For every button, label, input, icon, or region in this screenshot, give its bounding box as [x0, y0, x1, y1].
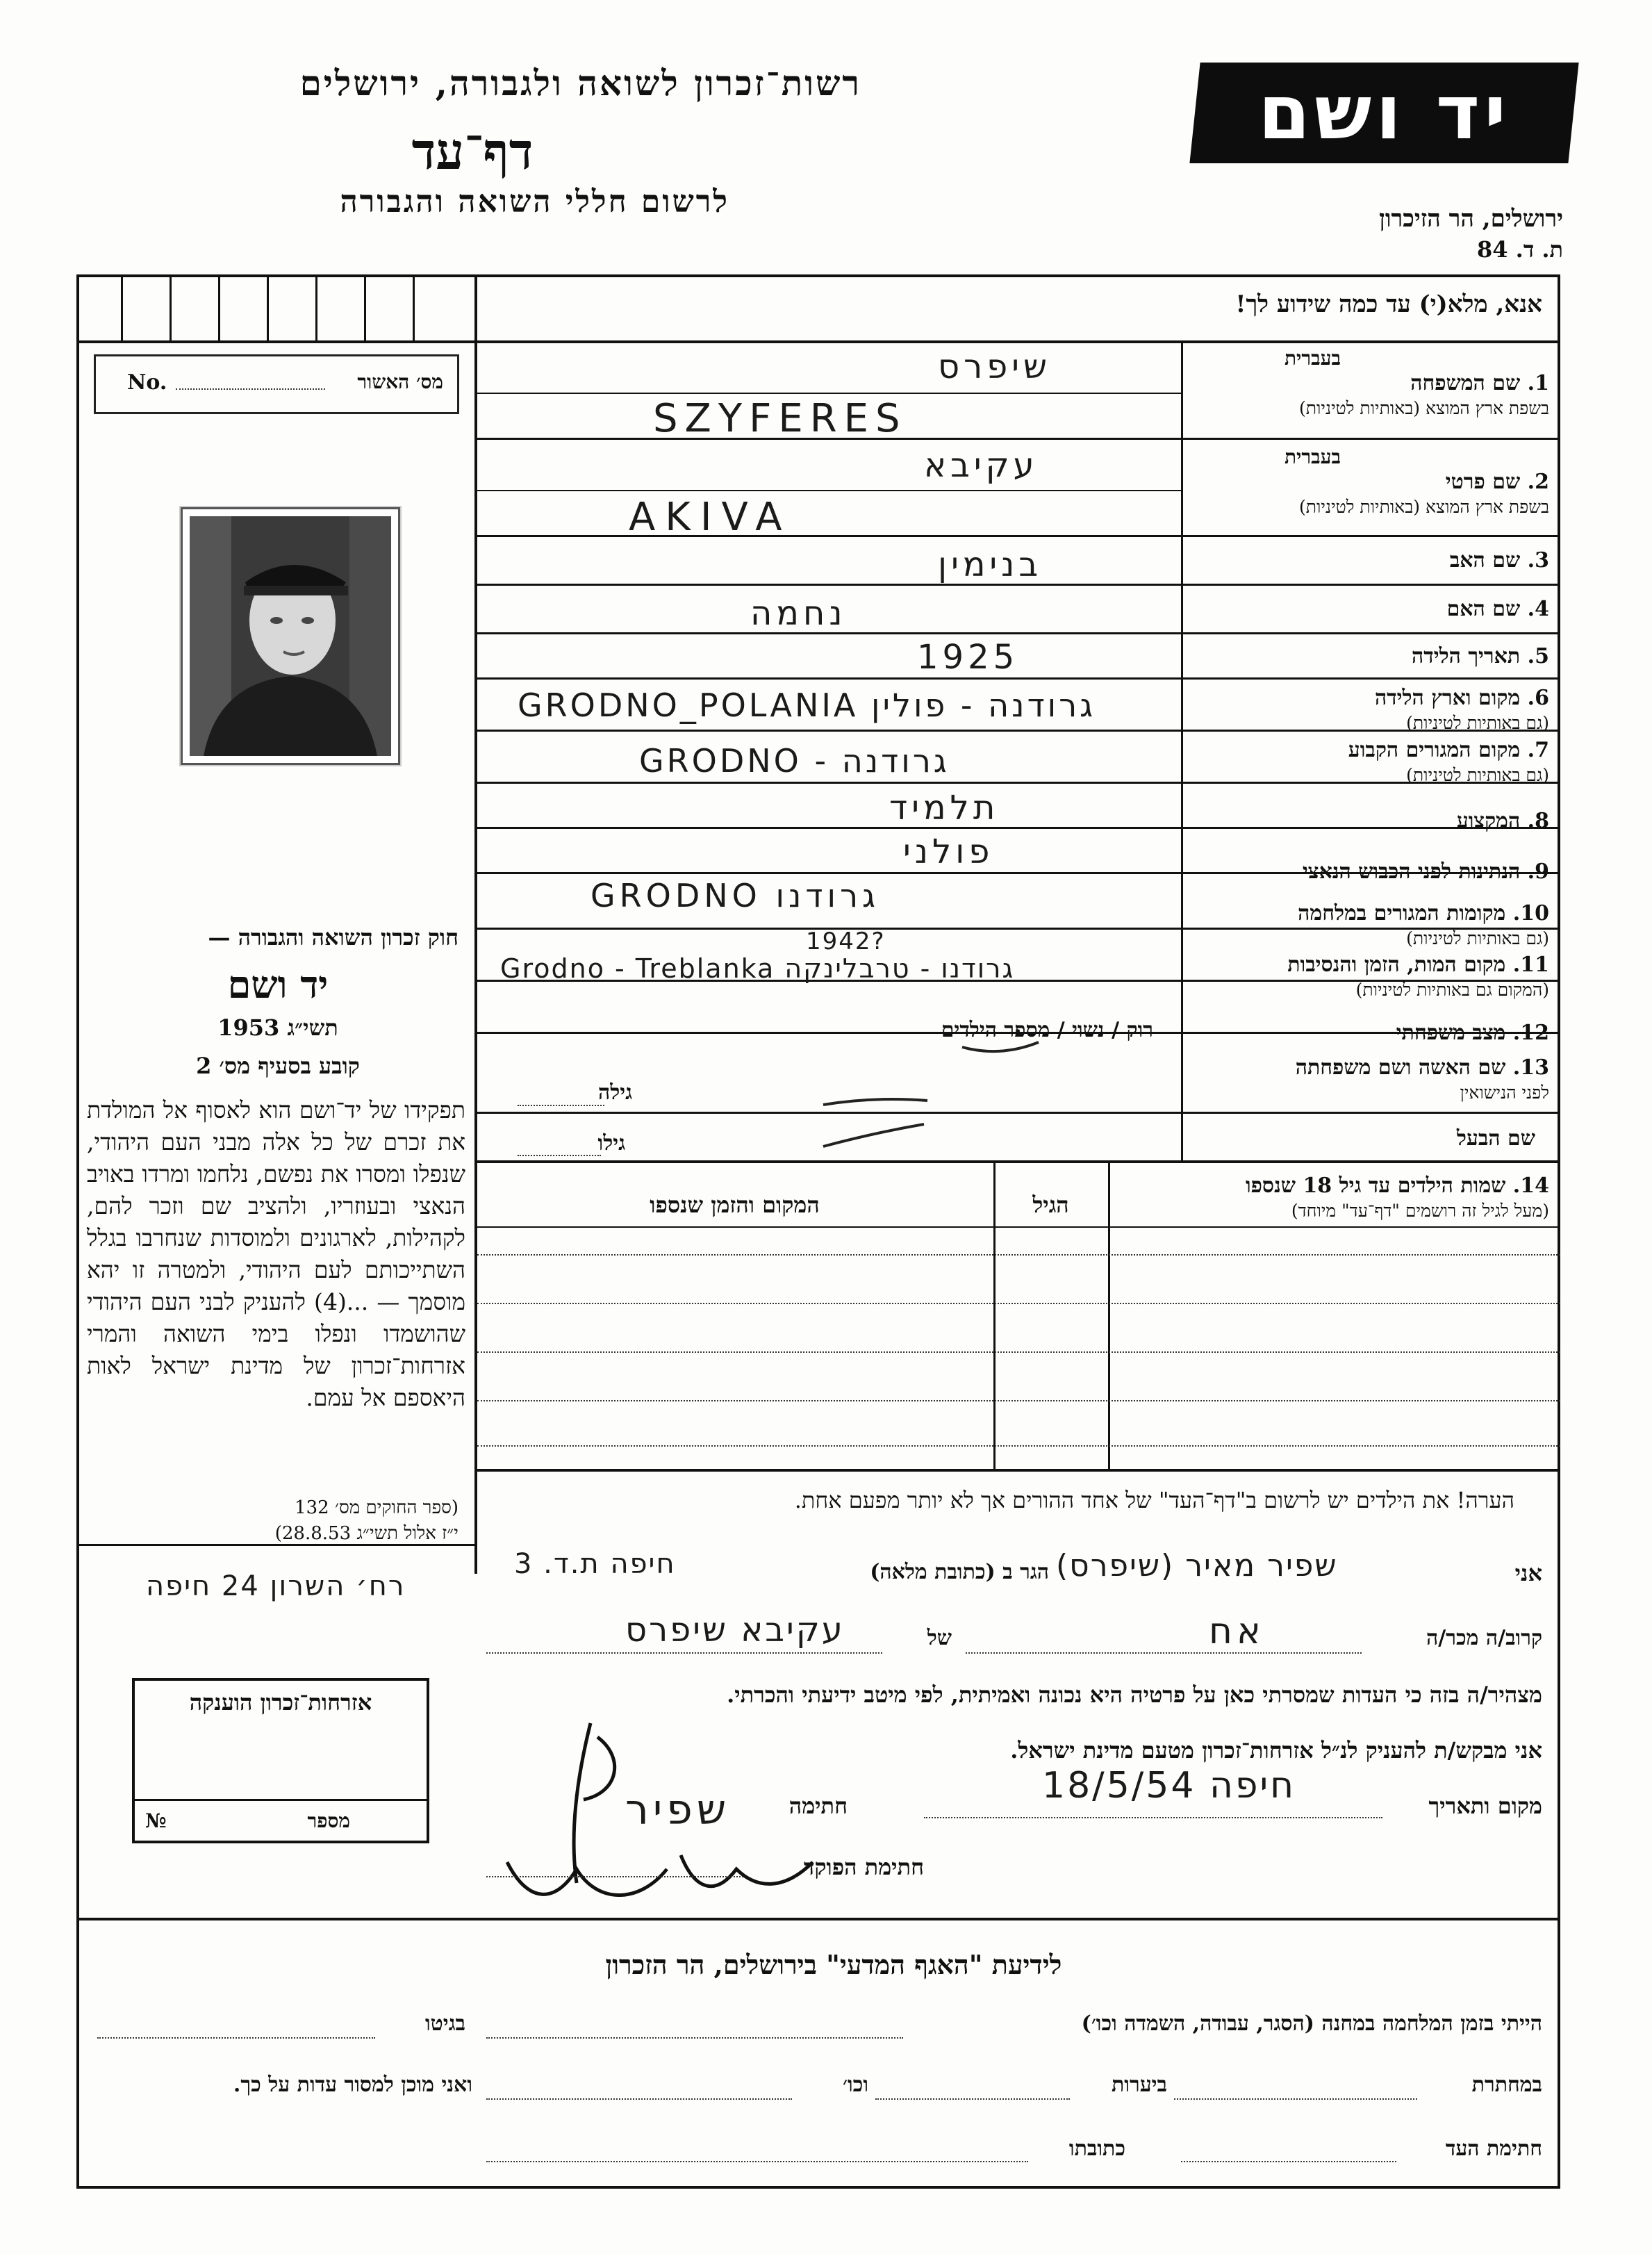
field-husband-label: שם הבעל	[1456, 1126, 1535, 1151]
approval-box	[94, 354, 459, 414]
field-8-label: 8. המקצוע	[1456, 809, 1549, 833]
citizenship-box	[132, 1678, 429, 1843]
signature-scribble	[486, 1695, 848, 1918]
law-text: תפקידו של יד־ושם הוא לאסוף אל המולדת את זכרם של כל אלה מבני העם היהודי, שנפלו ומסרו את נפשם, נלחמו ומרדו באויב הנאצי ובעוזריו, ולהציב שם וזכר להם, לקהילות, לארגונים ולמוסדות שנחרבו בגלל השתייכותם לעם היהודי, ולמטרה זו יהא מוסמך — ...(4) להעניק לבני העם היהודי שהושמדו ונפלו בימי השואה והמרי אזרחות־זכרון של מדינת ישראל לאות היאספם אל עמם.	[87, 1096, 466, 1411]
field-1-hebrew-label: בעברית	[1284, 347, 1341, 370]
husband-age-label: גילו	[597, 1131, 625, 1155]
relation-value: אח	[1209, 1611, 1265, 1652]
citizenship-box-title: אזרחות־זכרון הוענקה	[189, 1689, 372, 1716]
underground-label: במחתרת	[1471, 2073, 1542, 2097]
surname-hebrew-value: שיפרס	[938, 347, 1051, 386]
mother-name-value: נחמה	[750, 594, 847, 633]
supervisor-signature-label: חתימת הפוקד	[804, 1854, 924, 1880]
approval-label: מס׳ האשור	[357, 370, 443, 393]
firstname-latin-value: AKIVA	[629, 495, 792, 540]
death-place-value: Grodno - Treblanka גרודנו - טרבלינקה	[500, 953, 1015, 984]
number-label: מספר	[307, 1809, 350, 1832]
field-2-latin-label: בשפת ארץ המוצא (באותיות לטיניות)	[1299, 496, 1549, 517]
wartime-residence-value: GRODNO גרודנו	[590, 877, 880, 914]
declarant-address-value: חיפה ת.ד. 3	[514, 1548, 676, 1580]
field-2-hebrew-label: בעברית	[1284, 445, 1341, 468]
profession-value: תלמיד	[889, 789, 1000, 828]
field-12-label: 12. מצב משפחתי	[1396, 1021, 1549, 1045]
testimony-title: לידיעת "האגף המדעי" בירושלים, הר הזכרון	[605, 1949, 1062, 1980]
field-1-name: שם המשפחה	[1410, 371, 1521, 395]
residence-value: GRODNO - גרודנה	[639, 742, 950, 780]
field-1-label	[1188, 372, 1549, 418]
surname-latin-value: SZYFERES	[653, 396, 907, 441]
marital-status-options: רוק / נשוי / מספר הילדים	[941, 1018, 1153, 1042]
form-title: דף־עד	[411, 122, 534, 181]
signature-value: שפיר	[625, 1786, 731, 1834]
field-6-label: 6. מקום וארץ הלידה (גם באותיות לטיניות)	[1374, 686, 1549, 733]
children-note: הערה! את הילדים יש לרשום ב"דף־העד" של אחד ההורים אך לא יותר מפעם אחת.	[794, 1487, 1514, 1513]
law-ref2: י״ז אלול תשי״ג 28.8.53)	[274, 1523, 459, 1544]
number-sign: №	[145, 1809, 167, 1832]
father-name-value: בנימין	[938, 545, 1043, 584]
firstname-hebrew-value: עקיבא	[924, 446, 1039, 485]
logo-text: יד ושם	[1257, 69, 1511, 156]
law-name: יד ושם	[227, 962, 329, 1007]
victim-photo	[190, 516, 391, 756]
children-col-age: הגיל	[1032, 1192, 1069, 1218]
yad-vashem-logo	[1189, 63, 1578, 163]
law-year: תשי״ג 1953	[217, 1014, 338, 1041]
form-subtitle: לרשום חללי השואה והגבורה	[340, 184, 729, 220]
field-1-latin-label: בשפת ארץ המוצא (באותיות לטיניות)	[1299, 397, 1549, 418]
instructions: אנא, מלא(י) עד כמה שידוע לך!	[1235, 290, 1542, 318]
children-label: 14. שמות הילדים עד גיל 18 שנספו (מעל לגיל זה רושמים "דף־עד" מיוחד)	[1245, 1174, 1549, 1221]
address-line2: ת. ד. 84	[1477, 236, 1563, 263]
declarant-address-extra: רח׳ השרון 24 חיפה	[146, 1570, 406, 1602]
witness-address-label: כתובתו	[1068, 2137, 1125, 2161]
approval-no-label: No.	[127, 370, 167, 395]
field-2-num: 2.	[1527, 470, 1549, 494]
place-date-label: מקום ותאריך	[1428, 1793, 1542, 1819]
death-year-value: 1942?	[806, 928, 886, 955]
of-label: של	[927, 1626, 952, 1650]
field-2-name: שם פרטי	[1445, 470, 1521, 494]
law-ref1: (ספר החוקים מס׳ 132	[295, 1497, 459, 1518]
relative-label: קרוב/ה מכר/ה	[1426, 1626, 1542, 1650]
field-9-label: 9. הנתינות לפני הכבוש הנאצי	[1302, 859, 1549, 884]
witness-signature-label: חתימת העד	[1445, 2137, 1542, 2161]
wife-age-label: גילה	[597, 1080, 632, 1105]
law-title: חוק זכרון השואה והגבורה —	[208, 924, 459, 951]
declarant-name-value: שפיר מאיר (שיפרס)	[1056, 1548, 1338, 1583]
marital-status-mark	[959, 1037, 1042, 1058]
relative-of-value: עקיבא שיפרס	[625, 1611, 845, 1650]
field-7-label: 7. מקום המגורים הקבוע (גם באותיות לטיניות)	[1348, 738, 1549, 785]
signature-label: חתימה	[788, 1793, 848, 1819]
etc-label: וכו׳	[843, 2073, 868, 2097]
field-10-label: 10. מקומות המגורים במלחמה (גם באותיות לטיניות)	[1298, 901, 1549, 948]
children-col-place: המקום והזמן שנספו	[650, 1192, 820, 1218]
birth-place-value: GRODNO_POLANIA גרודנה - פולין	[518, 686, 1096, 724]
residing-label: הגר ב (כתובת מלאה)	[870, 1560, 1049, 1584]
authority-name: רשות־זכרון לשואה ולגבורה, ירושלים	[299, 63, 861, 104]
office-boxes	[79, 277, 474, 340]
declaration-i-label: אני	[1514, 1560, 1542, 1586]
ready-label: ואני מוכן למסור עדות על כך.	[233, 2073, 472, 2097]
husband-dash-mark	[820, 1119, 931, 1153]
field-2-label	[1188, 470, 1549, 517]
declaration-request: אני מבקש/ת להעניק לנ״ל אזרחות־זכרון מטעם מדינת ישראל.	[1010, 1737, 1542, 1763]
birth-date-value: 1925	[917, 638, 1019, 677]
forests-label: ביערות	[1111, 2073, 1167, 2097]
nationality-value: פולני	[903, 832, 994, 871]
victim-photo-frame	[181, 507, 400, 765]
field-3-label: 3. שם האב	[1449, 548, 1549, 573]
declaration-statement: מצהיר/ה בזה כי העדות שמסרתי כאן על פרטיה היא נכונה ואמיתית, לפי מיטב ידיעתי והכרתי.	[727, 1681, 1542, 1708]
place-date-value: חיפה 18/5/54	[1042, 1765, 1296, 1807]
field-4-label: 4. שם האם	[1446, 597, 1549, 621]
field-13-label: 13. שם האשה ושם משפחתה לפני הנישואין	[1295, 1055, 1549, 1103]
address-line1: ירושלים, הר הזיכרון	[1379, 205, 1563, 233]
law-section: קובע בסעיף מס׳ 2	[196, 1053, 360, 1079]
wife-dash-mark	[820, 1091, 931, 1112]
field-1-num: 1.	[1527, 371, 1549, 395]
field-5-label: 5. תאריך הלידה	[1412, 644, 1549, 668]
ghetto-label: בגיטו	[424, 2012, 465, 2036]
testimony-line1: הייתי בזמן המלחמה במחנה (הסגר, עבודה, השמדה וכו׳)	[1081, 2012, 1542, 2036]
field-11-label: 11. מקום המות, הזמן והנסיבות (המקום גם באותיות לטיניות)	[1287, 953, 1549, 1000]
